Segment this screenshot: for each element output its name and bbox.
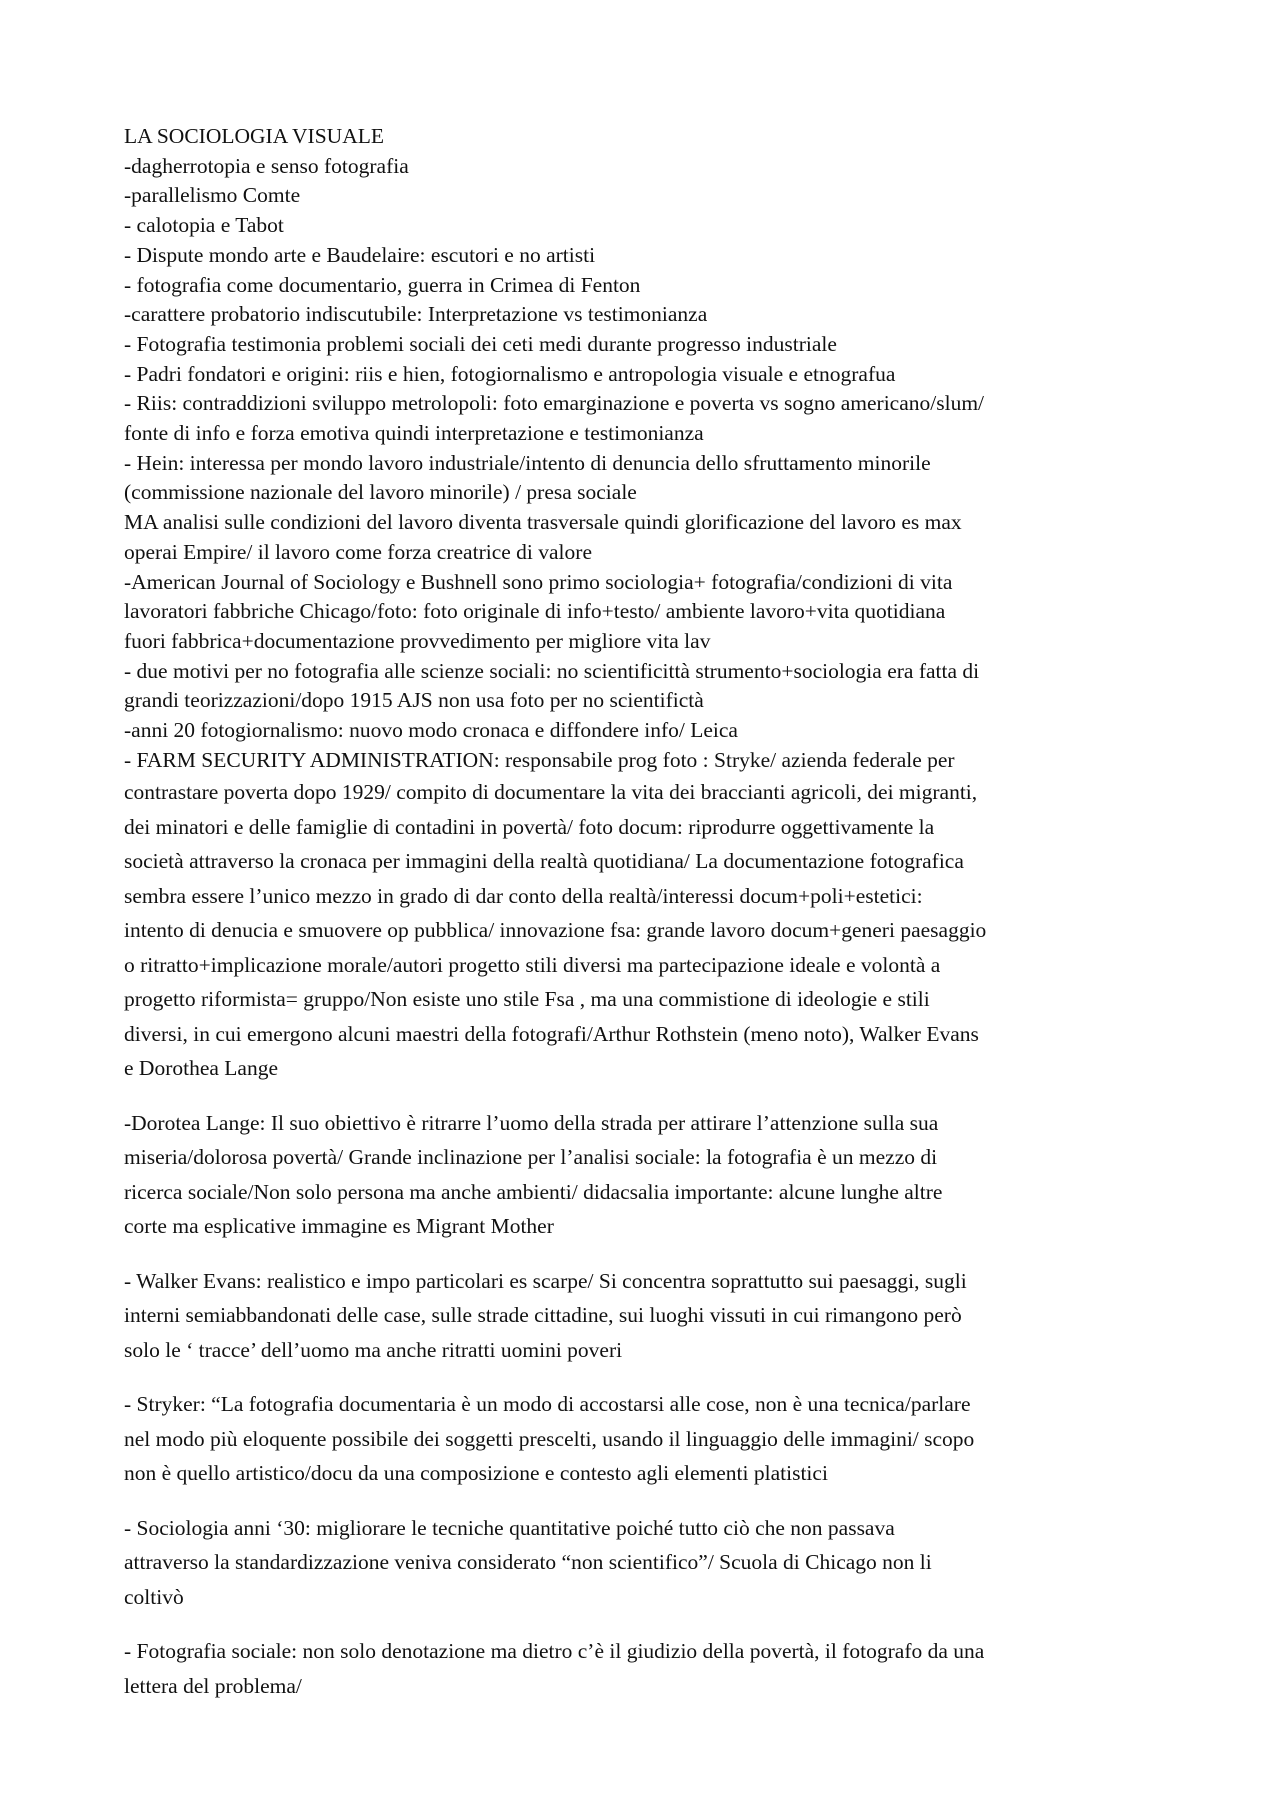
note-line: fuori fabbrica+documentazione provvedimento per migliore vita lav xyxy=(124,628,711,653)
paragraph-line: solo le ‘ tracce’ dell’uomo ma anche ritratti uomini poveri xyxy=(124,1337,623,1362)
note-line: operai Empire/ il lavoro come forza creatrice di valore xyxy=(124,539,592,564)
evans-paragraph xyxy=(124,1264,1184,1368)
note-line: -carattere probatorio indiscutubile: Interpretazione vs testimonianza xyxy=(124,302,708,327)
lange-paragraph xyxy=(124,1106,1184,1244)
paragraph-line: ricerca sociale/Non solo persona ma anche ambienti/ didacsalia importante: alcune lunghe altre xyxy=(124,1179,943,1204)
paragraph-line: corte ma esplicative immagine es Migrant Mother xyxy=(124,1214,554,1239)
note-line: -dagherrotopia e senso fotografia xyxy=(124,153,409,178)
paragraph-line: nel modo più eloquente possibile dei soggetti prescelti, usando il linguaggio delle immagini/ scopo xyxy=(124,1426,975,1451)
paragraph-line: miseria/dolorosa povertà/ Grande inclinazione per l’analisi sociale: la fotografia è un mezzo di xyxy=(124,1145,938,1170)
note-line: (commissione nazionale del lavoro minorile) / presa sociale xyxy=(124,480,637,505)
note-line: -American Journal of Sociology e Bushnell sono primo sociologia+ fotografia/condizioni di vita xyxy=(124,569,953,594)
note-line: - Fotografia testimonia problemi sociali dei ceti medi durante progresso industriale xyxy=(124,331,837,356)
paragraph-line: o ritratto+implicazione morale/autori progetto stili diversi ma partecipazione ideale e volontà a xyxy=(124,952,941,977)
paragraph-line: lettera del problema/ xyxy=(124,1673,302,1698)
paragraph-line: società attraverso la cronaca per immagini della realtà quotidiana/ La documentazione fotografica xyxy=(124,849,964,874)
paragraph-line: - Walker Evans: realistico e impo particolari es scarpe/ Si concentra soprattutto sui paesaggi, sugli xyxy=(124,1268,967,1293)
paragraph-line: coltivò xyxy=(124,1584,184,1609)
paragraph-line: - Stryker: “La fotografia documentaria è un modo di accostarsi alle cose, non è una tecnica/parlare xyxy=(124,1392,971,1417)
note-line: grandi teorizzazioni/dopo 1915 AJS non usa foto per no scientifictà xyxy=(124,688,704,713)
paragraph-gap xyxy=(124,1244,1184,1260)
stryker-paragraph xyxy=(124,1387,1184,1491)
paragraph-gap xyxy=(124,1367,1184,1383)
note-line: - Riis: contraddizioni sviluppo metrolopoli: foto emarginazione e poverta vs sogno americano/slum/ xyxy=(124,391,985,416)
fotografia-sociale-paragraph xyxy=(124,1634,1184,1703)
note-line: fonte di info e forza emotiva quindi interpretazione e testimonianza xyxy=(124,421,704,446)
paragraph-line: non è quello artistico/docu da una composizione e contesto agli elementi platistici xyxy=(124,1461,828,1486)
note-line: - calotopia e Tabot xyxy=(124,213,284,238)
note-line: - due motivi per no fotografia alle scienze sociali: no scientificittà strumento+sociologia era fatta di xyxy=(124,658,980,683)
note-line: - FARM SECURITY ADMINISTRATION: responsabile prog foto : Stryke/ azienda federale per xyxy=(124,747,955,772)
paragraph-line: dei minatori e delle famiglie di contadini in povertà/ foto docum: riprodurre oggettivamente la xyxy=(124,814,935,839)
paragraph-line: -Dorotea Lange: Il suo obiettivo è ritrarre l’uomo della strada per attirare l’attenzione sulla sua xyxy=(124,1110,939,1135)
paragraph-line: sembra essere l’unico mezzo in grado di dar conto della realtà/interessi docum+poli+estetici: xyxy=(124,883,923,908)
paragraph-line: contrastare poverta dopo 1929/ compito di documentare la vita dei braccianti agricoli, dei migranti, xyxy=(124,780,978,805)
note-line: - Dispute mondo arte e Baudelaire: escutori e no artisti xyxy=(124,242,596,267)
paragraph-line: interni semiabbandonati delle case, sulle strade cittadine, sui luoghi vissuti in cui rimangono però xyxy=(124,1303,962,1328)
paragraph-line: diversi, in cui emergono alcuni maestri della fotografi/Arthur Rothstein (meno noto), Walker Evans xyxy=(124,1021,979,1046)
note-line: -parallelismo Comte xyxy=(124,183,301,208)
paragraph-line: - Sociologia anni ‘30: migliorare le tecniche quantitative poiché tutto ciò che non passava xyxy=(124,1515,895,1540)
note-line: MA analisi sulle condizioni del lavoro diventa trasversale quindi glorificazione del lavoro es max xyxy=(124,510,962,535)
paragraph-gap xyxy=(124,1491,1184,1507)
note-line: -anni 20 fotogiornalismo: nuovo modo cronaca e diffondere info/ Leica xyxy=(124,718,738,743)
document-body xyxy=(124,122,1184,1703)
paragraph-gap xyxy=(124,1086,1184,1102)
paragraph-line: e Dorothea Lange xyxy=(124,1056,279,1081)
note-line: - Hein: interessa per mondo lavoro industriale/intento di denuncia dello sfruttamento minorile xyxy=(124,450,931,475)
fsa-paragraph xyxy=(124,775,1184,1086)
note-line: lavoratori fabbriche Chicago/foto: foto originale di info+testo/ ambiente lavoro+vita quotidiana xyxy=(124,599,946,624)
document-title: LA SOCIOLOGIA VISUALE xyxy=(124,124,384,148)
paragraph-line: - Fotografia sociale: non solo denotazione ma dietro c’è il giudizio della povertà, il fotografo da una xyxy=(124,1639,985,1664)
paragraph-line: attraverso la standardizzazione veniva considerato “non scientifico”/ Scuola di Chicago non li xyxy=(124,1550,932,1575)
paragraph-line: progetto riformista= gruppo/Non esiste uno stile Fsa , ma una commistione di ideologie e stili xyxy=(124,987,930,1012)
paragraph-line: intento di denucia e smuovere op pubblica/ innovazione fsa: grande lavoro docum+generi paesaggio xyxy=(124,918,987,943)
paragraph-gap xyxy=(124,1614,1184,1630)
note-line: - fotografia come documentario, guerra in Crimea di Fenton xyxy=(124,272,641,297)
sociologia-paragraph xyxy=(124,1511,1184,1615)
note-line: - Padri fondatori e origini: riis e hien, fotogiornalismo e antropologia visuale e etnografua xyxy=(124,361,896,386)
notes-list xyxy=(124,122,1184,775)
